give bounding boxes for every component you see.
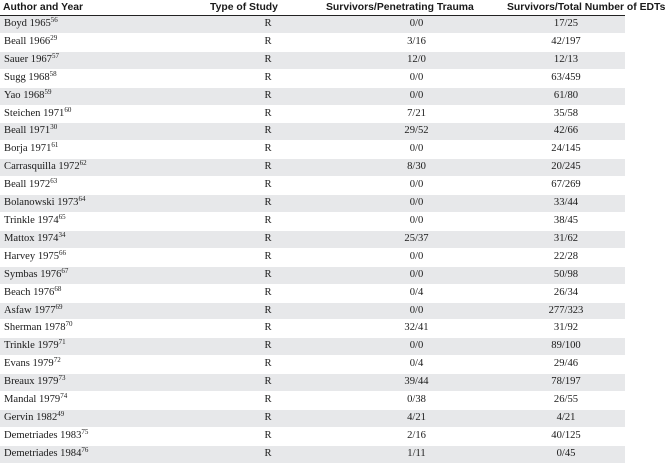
cell-type-of-study: R bbox=[210, 141, 326, 159]
cell-survivors-total bbox=[507, 69, 625, 87]
table-row bbox=[0, 69, 625, 87]
cell-type-of-study: R bbox=[210, 248, 326, 266]
table-row bbox=[0, 356, 625, 374]
reference-number: 73 bbox=[58, 374, 66, 383]
reference-number: 70 bbox=[65, 320, 73, 329]
survivors-penetrating-value: 0/0 bbox=[409, 214, 424, 226]
survivors-total-value: 26/34 bbox=[553, 286, 579, 298]
table-row bbox=[0, 302, 625, 320]
author-name: Demetriades 1983 bbox=[4, 429, 82, 441]
table-row bbox=[0, 177, 625, 195]
reference-number: 72 bbox=[53, 356, 61, 365]
reference-number: 59 bbox=[44, 87, 52, 96]
cell-survivors-penetrating bbox=[326, 195, 507, 213]
cell-author-year bbox=[0, 248, 210, 266]
author-name: Beall 1966 bbox=[4, 35, 51, 47]
cell-author-year bbox=[0, 177, 210, 195]
survivors-penetrating-value: 1/11 bbox=[407, 447, 426, 459]
table-row bbox=[0, 123, 625, 141]
cell-author-year bbox=[0, 284, 210, 302]
table-row bbox=[0, 266, 625, 284]
reference-number: 61 bbox=[51, 141, 59, 150]
survivors-penetrating-value: 0/0 bbox=[409, 304, 424, 316]
table-header bbox=[0, 0, 665, 16]
cell-author-year bbox=[0, 87, 210, 105]
cell-type-of-study: R bbox=[210, 374, 326, 392]
cell-author-year bbox=[0, 409, 210, 427]
survivors-total-value: 61/80 bbox=[553, 89, 579, 101]
author-name: Steichen 1971 bbox=[4, 107, 65, 119]
cell-type-of-study: R bbox=[210, 427, 326, 445]
table-row bbox=[0, 445, 625, 463]
cell-survivors-penetrating bbox=[326, 159, 507, 177]
cell-author-year bbox=[0, 338, 210, 356]
survivors-total-value: 63/459 bbox=[551, 71, 581, 83]
survivors-penetrating-value: 3/16 bbox=[407, 35, 426, 47]
author-name: Gervin 1982 bbox=[4, 411, 58, 423]
author-name: Trinkle 1979 bbox=[4, 340, 59, 352]
cell-type-of-study: R bbox=[210, 195, 326, 213]
cell-type-of-study: R bbox=[210, 392, 326, 410]
cell-survivors-total bbox=[507, 445, 625, 463]
cell-survivors-total bbox=[507, 33, 625, 51]
survivors-penetrating-value: 7/21 bbox=[407, 107, 426, 119]
cell-author-year bbox=[0, 159, 210, 177]
cell-author-year bbox=[0, 33, 210, 51]
survivors-penetrating-value: 32/41 bbox=[404, 322, 429, 334]
survivors-total-value: 42/66 bbox=[553, 125, 579, 137]
cell-survivors-total bbox=[507, 16, 625, 34]
survivors-penetrating-value: 8/30 bbox=[407, 161, 426, 173]
reference-number: 67 bbox=[61, 266, 69, 275]
survivors-total-value: 0/45 bbox=[556, 447, 576, 459]
cell-survivors-total bbox=[507, 356, 625, 374]
cell-type-of-study: R bbox=[210, 302, 326, 320]
survivors-penetrating-value: 0/0 bbox=[409, 197, 424, 209]
author-name: Evans 1979 bbox=[4, 358, 54, 370]
cell-survivors-total bbox=[507, 105, 625, 123]
cell-author-year bbox=[0, 141, 210, 159]
reference-number: 64 bbox=[78, 195, 86, 204]
cell-survivors-total bbox=[507, 212, 625, 230]
author-name: Beach 1976 bbox=[4, 286, 55, 298]
cell-survivors-penetrating bbox=[326, 141, 507, 159]
cell-survivors-penetrating bbox=[326, 87, 507, 105]
cell-survivors-total bbox=[507, 159, 625, 177]
reference-number: 68 bbox=[54, 284, 62, 293]
cell-author-year bbox=[0, 356, 210, 374]
cell-author-year bbox=[0, 392, 210, 410]
author-name: Asfaw 1977 bbox=[4, 304, 56, 316]
reference-number: 76 bbox=[81, 445, 89, 454]
cell-author-year bbox=[0, 230, 210, 248]
table-row bbox=[0, 284, 625, 302]
cell-author-year bbox=[0, 374, 210, 392]
survivors-total-value: 29/46 bbox=[553, 358, 579, 370]
cell-survivors-total bbox=[507, 302, 625, 320]
cell-survivors-penetrating bbox=[326, 51, 507, 69]
cell-author-year bbox=[0, 16, 210, 34]
author-name: Symbas 1976 bbox=[4, 268, 62, 280]
cell-survivors-penetrating bbox=[326, 284, 507, 302]
cell-survivors-penetrating bbox=[326, 212, 507, 230]
author-name: Carrasquilla 1972 bbox=[4, 161, 80, 173]
cell-survivors-penetrating bbox=[326, 33, 507, 51]
cell-type-of-study: R bbox=[210, 284, 326, 302]
cell-survivors-penetrating bbox=[326, 302, 507, 320]
survivors-total-value: 26/55 bbox=[553, 394, 579, 406]
survivors-penetrating-value: 0/0 bbox=[409, 340, 424, 352]
cell-author-year bbox=[0, 123, 210, 141]
survivors-total-value: 31/62 bbox=[553, 232, 579, 244]
table-row bbox=[0, 392, 625, 410]
cell-survivors-penetrating bbox=[326, 409, 507, 427]
reference-number: 75 bbox=[81, 427, 89, 436]
cell-survivors-total bbox=[507, 338, 625, 356]
cell-author-year bbox=[0, 302, 210, 320]
author-name: Sugg 1968 bbox=[4, 71, 50, 83]
table-row bbox=[0, 409, 625, 427]
survivors-total-value: 277/323 bbox=[548, 304, 584, 316]
survivors-penetrating-value: 4/21 bbox=[407, 411, 426, 423]
cell-survivors-penetrating bbox=[326, 427, 507, 445]
reference-number: 65 bbox=[58, 212, 66, 221]
survivors-penetrating-value: 0/0 bbox=[409, 18, 424, 29]
table-row bbox=[0, 87, 625, 105]
survivors-total-value: 50/98 bbox=[553, 268, 579, 280]
reference-number: 62 bbox=[79, 159, 87, 168]
reference-number: 34 bbox=[58, 230, 66, 239]
header-type-of-study: Type of Study bbox=[210, 0, 326, 16]
survivors-total-value: 40/125 bbox=[551, 429, 581, 441]
cell-survivors-penetrating bbox=[326, 230, 507, 248]
cell-type-of-study: R bbox=[210, 212, 326, 230]
cell-type-of-study: R bbox=[210, 445, 326, 463]
table-row bbox=[0, 105, 625, 123]
cell-survivors-penetrating bbox=[326, 266, 507, 284]
cell-type-of-study: R bbox=[210, 356, 326, 374]
cell-survivors-penetrating bbox=[326, 177, 507, 195]
table-row bbox=[0, 33, 625, 51]
survivors-total-value: 17/25 bbox=[553, 18, 579, 29]
survivors-penetrating-value: 29/52 bbox=[404, 125, 429, 137]
author-name: Breaux 1979 bbox=[4, 376, 59, 388]
cell-survivors-penetrating bbox=[326, 320, 507, 338]
survivors-penetrating-value: 25/37 bbox=[404, 232, 429, 244]
reference-number: 29 bbox=[50, 33, 58, 42]
survivors-penetrating-value: 0/0 bbox=[409, 71, 424, 83]
reference-number: 60 bbox=[64, 105, 72, 114]
cell-type-of-study: R bbox=[210, 123, 326, 141]
author-name: Beall 1971 bbox=[4, 125, 51, 137]
table-row bbox=[0, 230, 625, 248]
cell-type-of-study: R bbox=[210, 266, 326, 284]
survivors-penetrating-value: 0/4 bbox=[409, 358, 424, 370]
author-name: Demetriades 1984 bbox=[4, 447, 82, 459]
author-name: Bolanowski 1973 bbox=[4, 197, 79, 209]
survivors-penetrating-value: 0/0 bbox=[409, 268, 424, 280]
author-name: Beall 1972 bbox=[4, 179, 51, 191]
cell-author-year bbox=[0, 195, 210, 213]
header-author-year: Author and Year bbox=[0, 0, 210, 16]
survivors-total-value: 22/28 bbox=[553, 250, 579, 262]
cell-type-of-study: R bbox=[210, 338, 326, 356]
cell-author-year bbox=[0, 51, 210, 69]
reference-number: 66 bbox=[59, 248, 67, 257]
cell-type-of-study: R bbox=[210, 159, 326, 177]
reference-number: 57 bbox=[51, 51, 59, 60]
cell-survivors-penetrating bbox=[326, 16, 507, 34]
cell-survivors-penetrating bbox=[326, 445, 507, 463]
survivors-total-value: 67/269 bbox=[551, 179, 581, 191]
cell-type-of-study: R bbox=[210, 69, 326, 87]
survivors-total-value: 12/13 bbox=[553, 53, 579, 65]
table-row bbox=[0, 427, 625, 445]
header-survivors-total: Survivors/Total Number of EDTs bbox=[507, 0, 625, 16]
author-name: Mattox 1974 bbox=[4, 232, 59, 244]
cell-type-of-study: R bbox=[210, 177, 326, 195]
cell-survivors-total bbox=[507, 409, 625, 427]
reference-number: 58 bbox=[49, 69, 57, 78]
cell-survivors-penetrating bbox=[326, 248, 507, 266]
survivors-penetrating-value: 0/0 bbox=[409, 179, 424, 191]
survivors-penetrating-value: 12/0 bbox=[407, 53, 426, 65]
survivors-total-value: 31/92 bbox=[553, 322, 579, 334]
cell-survivors-penetrating bbox=[326, 356, 507, 374]
survivors-penetrating-value: 0/38 bbox=[407, 394, 426, 406]
author-name: Boyd 1965 bbox=[4, 18, 51, 29]
author-name: Sauer 1967 bbox=[4, 53, 52, 65]
cell-survivors-total bbox=[507, 123, 625, 141]
reference-number: 49 bbox=[57, 409, 65, 418]
author-name: Harvey 1975 bbox=[4, 250, 60, 262]
author-name: Sherman 1978 bbox=[4, 322, 66, 334]
cell-type-of-study: R bbox=[210, 16, 326, 34]
cell-survivors-penetrating bbox=[326, 69, 507, 87]
survivors-penetrating-value: 0/0 bbox=[409, 143, 424, 155]
cell-survivors-total bbox=[507, 320, 625, 338]
table-row bbox=[0, 195, 625, 213]
table-body bbox=[0, 16, 625, 464]
cell-author-year bbox=[0, 69, 210, 87]
table-row bbox=[0, 374, 625, 392]
survivors-total-value: 20/245 bbox=[551, 161, 581, 173]
survivors-penetrating-value: 39/44 bbox=[404, 376, 429, 388]
survivors-total-value: 35/58 bbox=[553, 107, 579, 119]
cell-survivors-total bbox=[507, 284, 625, 302]
table-row bbox=[0, 51, 625, 69]
cell-author-year bbox=[0, 212, 210, 230]
cell-author-year bbox=[0, 266, 210, 284]
cell-type-of-study: R bbox=[210, 33, 326, 51]
table-row bbox=[0, 159, 625, 177]
survivors-total-value: 33/44 bbox=[553, 197, 579, 209]
table-row bbox=[0, 320, 625, 338]
header-survivors-penetrating: Survivors/Penetrating Trauma bbox=[326, 0, 507, 16]
survivors-total-value: 24/145 bbox=[551, 143, 581, 155]
survivors-total-value: 38/45 bbox=[553, 214, 579, 226]
cell-survivors-total bbox=[507, 266, 625, 284]
table-row bbox=[0, 248, 625, 266]
cell-type-of-study: R bbox=[210, 320, 326, 338]
reference-number: 74 bbox=[60, 392, 68, 401]
cell-author-year bbox=[0, 320, 210, 338]
cell-type-of-study: R bbox=[210, 51, 326, 69]
cell-survivors-total bbox=[507, 230, 625, 248]
survivors-penetrating-value: 2/16 bbox=[407, 429, 426, 441]
cell-survivors-total bbox=[507, 51, 625, 69]
reference-number: 71 bbox=[58, 338, 66, 347]
cell-survivors-penetrating bbox=[326, 374, 507, 392]
cell-survivors-total bbox=[507, 195, 625, 213]
cell-author-year bbox=[0, 427, 210, 445]
author-name: Yao 1968 bbox=[4, 89, 45, 101]
survivors-penetrating-value: 0/4 bbox=[409, 286, 424, 298]
cell-author-year bbox=[0, 105, 210, 123]
header-row bbox=[0, 0, 625, 16]
survivors-penetrating-value: 0/0 bbox=[409, 250, 424, 262]
cell-type-of-study: R bbox=[210, 105, 326, 123]
table-row bbox=[0, 141, 625, 159]
table-row bbox=[0, 212, 625, 230]
survivors-total-value: 89/100 bbox=[551, 340, 581, 352]
cell-type-of-study: R bbox=[210, 409, 326, 427]
survivors-penetrating-value: 0/0 bbox=[409, 89, 424, 101]
table-row bbox=[0, 16, 625, 34]
cell-type-of-study: R bbox=[210, 87, 326, 105]
table-row bbox=[0, 338, 625, 356]
cell-survivors-total bbox=[507, 248, 625, 266]
survivors-total-value: 4/21 bbox=[556, 411, 576, 423]
reference-number: 30 bbox=[50, 123, 58, 132]
cell-survivors-total bbox=[507, 177, 625, 195]
cell-survivors-total bbox=[507, 427, 625, 445]
cell-survivors-penetrating bbox=[326, 338, 507, 356]
cell-survivors-penetrating bbox=[326, 105, 507, 123]
cell-author-year bbox=[0, 445, 210, 463]
cell-survivors-penetrating bbox=[326, 392, 507, 410]
cell-survivors-penetrating bbox=[326, 123, 507, 141]
survivors-total-value: 78/197 bbox=[551, 376, 581, 388]
cell-survivors-total bbox=[507, 141, 625, 159]
cell-survivors-total bbox=[507, 392, 625, 410]
cell-survivors-total bbox=[507, 87, 625, 105]
reference-number: 69 bbox=[55, 302, 63, 311]
cell-type-of-study: R bbox=[210, 230, 326, 248]
author-name: Borja 1971 bbox=[4, 143, 52, 155]
reference-number: 56 bbox=[50, 16, 58, 24]
cell-survivors-total bbox=[507, 374, 625, 392]
survivors-total-value: 42/197 bbox=[551, 35, 581, 47]
reference-number: 63 bbox=[50, 177, 58, 186]
author-name: Trinkle 1974 bbox=[4, 214, 59, 226]
author-name: Mandal 1979 bbox=[4, 394, 61, 406]
